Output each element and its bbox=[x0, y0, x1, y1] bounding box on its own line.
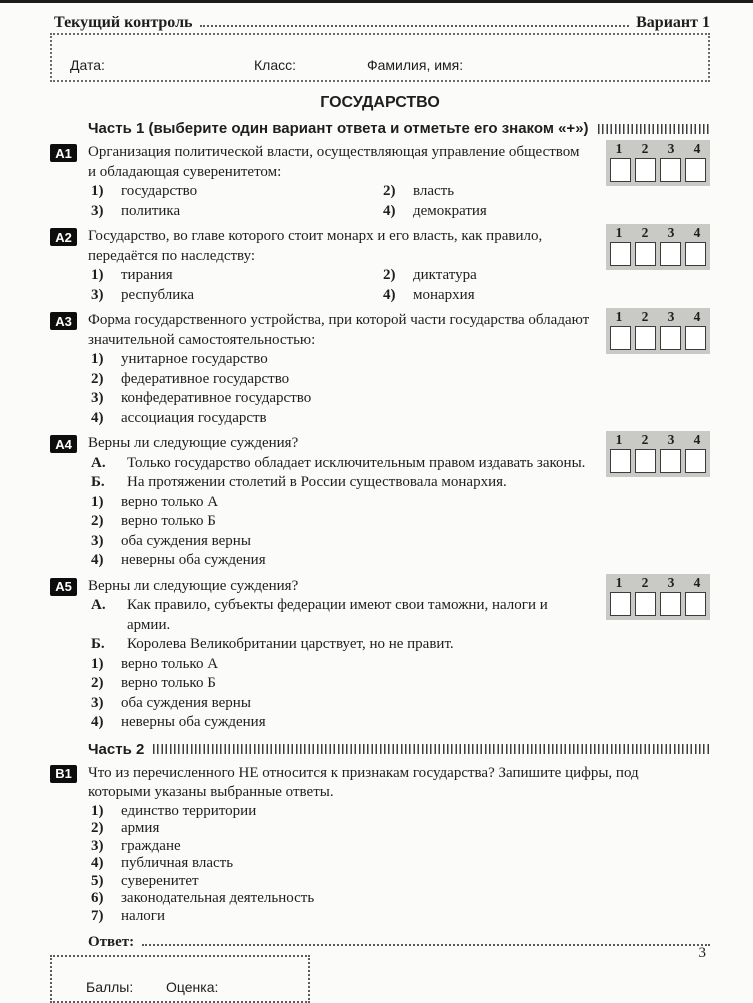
option-item bbox=[88, 838, 710, 856]
option-number: 2) bbox=[91, 820, 104, 836]
student-info-box[interactable] bbox=[50, 33, 710, 82]
statement-label: А. bbox=[91, 454, 106, 471]
option-item bbox=[88, 370, 590, 390]
answer-grid-number: 3 bbox=[667, 309, 675, 324]
option-item bbox=[380, 266, 590, 286]
option-item bbox=[88, 890, 710, 908]
answer-checkbox[interactable] bbox=[635, 592, 656, 616]
answer-grid-number: 4 bbox=[693, 309, 701, 324]
option-text: суверенитет bbox=[121, 872, 199, 889]
option-text: тирания bbox=[121, 267, 173, 283]
option-text: верно только А bbox=[121, 493, 219, 510]
option-item bbox=[380, 202, 590, 222]
option-number: 2) bbox=[383, 267, 396, 283]
option-number: 3) bbox=[91, 694, 104, 711]
answer-grid-number: 3 bbox=[667, 574, 675, 590]
answer-grid-number: 1 bbox=[615, 574, 623, 590]
option-item bbox=[88, 266, 380, 286]
option-number: 4) bbox=[91, 855, 104, 871]
question-stem: Верны ли следующие суждения? bbox=[88, 435, 299, 451]
answer-grid-number: 2 bbox=[641, 574, 649, 590]
answer-grid-number: 1 bbox=[615, 141, 623, 156]
answer-grid-number: 1 bbox=[615, 432, 623, 447]
option-text: верно только А bbox=[121, 655, 219, 672]
answer-checkbox[interactable] bbox=[685, 449, 706, 473]
answer-checkbox[interactable] bbox=[685, 242, 706, 266]
answer-checkbox[interactable] bbox=[610, 158, 631, 182]
answer-grid-number: 4 bbox=[693, 225, 701, 240]
question-block-a5 bbox=[50, 574, 710, 733]
statement-label: Б. bbox=[91, 636, 105, 652]
statement-row bbox=[88, 635, 590, 655]
hatch-pattern bbox=[153, 744, 710, 754]
question-badge: А1 bbox=[50, 144, 77, 162]
option-number: 4) bbox=[383, 286, 396, 303]
part2-heading-label: Часть 2 bbox=[88, 740, 145, 758]
answer-checkbox[interactable] bbox=[610, 242, 631, 266]
option-number: 5) bbox=[91, 872, 104, 889]
option-item bbox=[88, 512, 590, 532]
option-number: 2) bbox=[383, 183, 396, 199]
option-text: демократия bbox=[413, 202, 487, 219]
option-number: 3) bbox=[91, 532, 104, 549]
answer-grid bbox=[606, 224, 710, 270]
option-text: политика bbox=[121, 202, 181, 219]
option-item bbox=[88, 713, 590, 733]
answer-grid-number: 1 bbox=[615, 309, 623, 324]
option-text: неверны оба суждения bbox=[121, 552, 266, 568]
option-number: 4) bbox=[91, 552, 104, 568]
option-text: государство bbox=[121, 183, 198, 199]
question-stem: Что из перечисленного НЕ относится к признакам государства? Запишите цифры, под которыми указаны выбранные ответы. bbox=[88, 764, 639, 800]
option-text: республика bbox=[121, 286, 195, 303]
answer-checkbox[interactable] bbox=[660, 242, 681, 266]
option-number: 1) bbox=[91, 267, 104, 283]
option-item bbox=[88, 202, 380, 222]
part1-heading-label: Часть 1 (выберите один вариант ответа и отметьте его знаком «+») bbox=[88, 120, 589, 137]
option-number: 4) bbox=[91, 409, 104, 426]
answer-checkbox[interactable] bbox=[685, 592, 706, 616]
question-block-a4 bbox=[50, 434, 710, 571]
answer-checkbox[interactable] bbox=[660, 449, 681, 473]
question-badge: А4 bbox=[50, 435, 77, 453]
grade-label: Оценка: bbox=[166, 979, 219, 995]
answer-grid-number: 2 bbox=[641, 432, 649, 447]
option-number: 3) bbox=[91, 202, 104, 219]
part2-heading bbox=[88, 741, 710, 758]
option-text: неверны оба суждения bbox=[121, 714, 266, 730]
answer-grid-number: 3 bbox=[667, 141, 675, 156]
option-item bbox=[88, 389, 590, 409]
answer-grid-number: 4 bbox=[693, 574, 701, 590]
question-badge: В1 bbox=[50, 765, 77, 783]
answer-checkbox[interactable] bbox=[660, 158, 681, 182]
question-stem: Организация политической власти, осуществляющая управление обществом и обладающая суверенитетом: bbox=[88, 144, 580, 180]
answer-grid-number: 3 bbox=[667, 225, 675, 240]
option-text: оба суждения верны bbox=[121, 532, 251, 549]
option-item bbox=[88, 350, 590, 370]
question-block-a2 bbox=[50, 227, 710, 305]
option-text: верно только Б bbox=[121, 675, 216, 691]
statement-label: А. bbox=[91, 597, 106, 613]
answer-checkbox[interactable] bbox=[635, 158, 656, 182]
hatch-pattern bbox=[598, 124, 710, 134]
statement-text: На протяжении столетий в России существовала монархия. bbox=[127, 474, 507, 490]
option-item bbox=[88, 532, 590, 552]
answer-grid-number: 2 bbox=[641, 309, 649, 324]
statement-label: Б. bbox=[91, 474, 105, 490]
option-number: 3) bbox=[91, 837, 104, 854]
statement-row bbox=[88, 596, 590, 635]
answer-checkbox[interactable] bbox=[685, 158, 706, 182]
option-text: граждане bbox=[121, 837, 181, 854]
option-text: оба суждения верны bbox=[121, 694, 251, 711]
page-number: 3 bbox=[698, 945, 706, 961]
option-text: унитарное государство bbox=[121, 351, 268, 367]
answer-grid-number: 2 bbox=[641, 225, 649, 240]
answer-grid bbox=[606, 574, 710, 620]
question-stem: Государство, во главе которого стоит монарх и его власть, как правило, передаётся по наследству: bbox=[88, 228, 543, 264]
statement-row bbox=[88, 454, 590, 474]
option-text: ассоциация государств bbox=[121, 409, 267, 426]
score-box[interactable] bbox=[50, 955, 310, 1003]
option-text: налоги bbox=[121, 907, 165, 924]
option-item bbox=[88, 820, 710, 838]
option-text: армия bbox=[121, 820, 160, 836]
answer-line bbox=[88, 932, 710, 951]
option-item bbox=[88, 803, 710, 821]
statement-text: Как правило, субъекты федерации имеют свои таможни, налоги и армии. bbox=[127, 597, 548, 633]
statement-text: Королева Великобритании царствует, но не правит. bbox=[127, 636, 454, 652]
option-item bbox=[88, 551, 590, 571]
option-number: 2) bbox=[91, 370, 104, 387]
option-number: 2) bbox=[91, 513, 104, 529]
question-stem: Верны ли следующие суждения? bbox=[88, 577, 299, 594]
header-leader-line bbox=[200, 13, 630, 27]
option-number: 1) bbox=[91, 802, 104, 819]
answer-checkbox[interactable] bbox=[635, 242, 656, 266]
option-text: законодательная деятельность bbox=[121, 890, 315, 906]
answer-grid bbox=[606, 308, 710, 354]
option-text: монархия bbox=[413, 286, 475, 303]
question-block-a3 bbox=[50, 311, 710, 428]
answer-grid-number: 3 bbox=[667, 432, 675, 447]
answer-grid-number: 4 bbox=[693, 141, 701, 156]
option-number: 3) bbox=[91, 286, 104, 303]
option-item bbox=[380, 182, 590, 202]
statement-row bbox=[88, 473, 590, 493]
answer-checkbox[interactable] bbox=[635, 449, 656, 473]
option-text: верно только Б bbox=[121, 513, 216, 529]
answer-grid bbox=[606, 140, 710, 186]
option-item bbox=[380, 286, 590, 306]
option-item bbox=[88, 655, 590, 675]
question-stem: Форма государственного устройства, при которой части государства обладают значительной самостоятельностью: bbox=[88, 312, 590, 348]
statement-text: Только государство обладает исключительным правом издавать законы. bbox=[127, 454, 586, 471]
answer-checkbox[interactable] bbox=[610, 592, 631, 616]
option-item bbox=[88, 873, 710, 891]
option-item bbox=[88, 694, 590, 714]
option-number: 1) bbox=[91, 351, 104, 367]
option-number: 7) bbox=[91, 907, 104, 924]
option-item bbox=[88, 855, 710, 873]
points-label: Баллы: bbox=[86, 979, 134, 995]
option-number: 6) bbox=[91, 890, 104, 906]
answer-grid bbox=[606, 431, 710, 477]
option-text: единство территории bbox=[121, 802, 257, 819]
option-number: 1) bbox=[91, 183, 104, 199]
option-text: публичная власть bbox=[121, 855, 234, 871]
option-text: власть bbox=[413, 183, 455, 199]
option-item bbox=[88, 409, 590, 429]
option-item bbox=[88, 182, 380, 202]
option-item bbox=[88, 674, 590, 694]
answer-checkbox[interactable] bbox=[610, 326, 631, 350]
answer-checkbox[interactable] bbox=[660, 326, 681, 350]
answer-checkbox[interactable] bbox=[635, 326, 656, 350]
answer-label: Ответ: bbox=[88, 934, 135, 950]
page-title: ГОСУДАРСТВО bbox=[320, 94, 440, 111]
question-block-a1 bbox=[50, 143, 710, 221]
variant-label: Вариант 1 bbox=[636, 14, 710, 31]
option-item bbox=[88, 493, 590, 513]
option-number: 2) bbox=[91, 675, 104, 691]
option-number: 4) bbox=[91, 714, 104, 730]
option-number: 1) bbox=[91, 493, 104, 510]
option-item bbox=[88, 286, 380, 306]
question-badge: А2 bbox=[50, 228, 77, 246]
answer-write-area[interactable] bbox=[142, 932, 710, 946]
option-text: федеративное государство bbox=[121, 370, 290, 387]
question-badge: А5 bbox=[50, 578, 77, 596]
date-label: Дата: bbox=[70, 57, 105, 73]
option-number: 4) bbox=[383, 202, 396, 219]
answer-grid-number: 2 bbox=[641, 141, 649, 156]
class-label: Класс: bbox=[254, 57, 296, 73]
scan-edge-bar bbox=[0, 0, 753, 3]
option-number: 1) bbox=[91, 655, 104, 672]
option-text: диктатура bbox=[413, 267, 477, 283]
answer-grid-number: 4 bbox=[693, 432, 701, 447]
name-label: Фамилия, имя: bbox=[367, 57, 464, 73]
answer-grid-number: 1 bbox=[615, 225, 623, 240]
part1-heading bbox=[88, 120, 710, 137]
option-text: конфедеративное государство bbox=[121, 390, 312, 406]
page-header bbox=[54, 13, 710, 32]
option-item bbox=[88, 908, 710, 926]
answer-checkbox[interactable] bbox=[685, 326, 706, 350]
option-number: 3) bbox=[91, 390, 104, 406]
answer-checkbox[interactable] bbox=[610, 449, 631, 473]
answer-checkbox[interactable] bbox=[660, 592, 681, 616]
question-block-b1 bbox=[50, 764, 710, 926]
header-left-label: Текущий контроль bbox=[54, 14, 193, 31]
question-badge: А3 bbox=[50, 312, 77, 330]
